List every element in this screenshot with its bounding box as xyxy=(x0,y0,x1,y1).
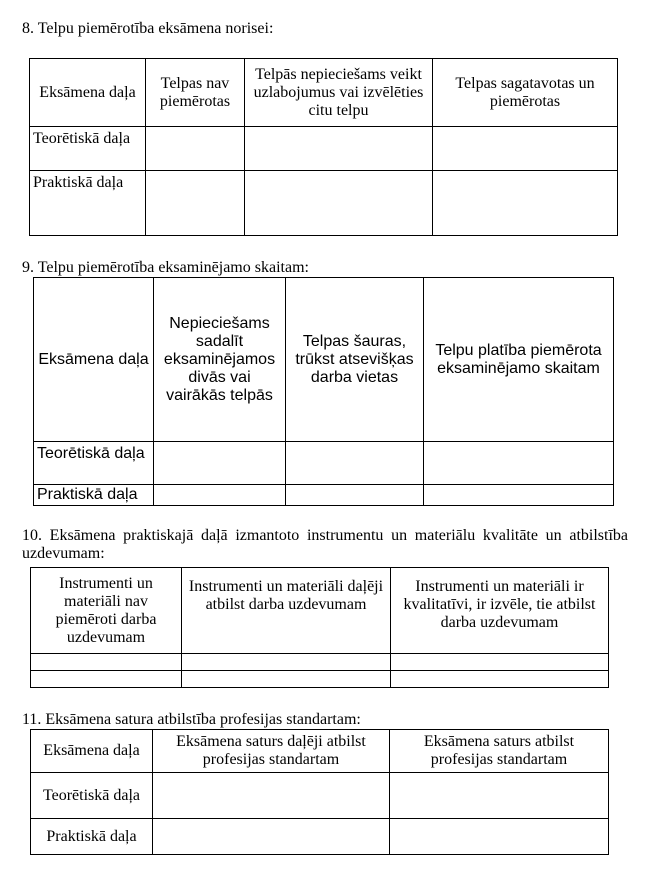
s10-header-partial: Instrumenti un materiāli daļēji atbilst darba uzdevumam xyxy=(182,568,391,654)
s9-header-narrow-rooms: Telpas šauras, trūkst atsevišķas darba vietas xyxy=(286,278,424,442)
s8-cell-practice-1[interactable] xyxy=(146,171,245,236)
s10-cell-1-1[interactable] xyxy=(31,654,182,671)
s8-cell-practice-2[interactable] xyxy=(245,171,433,236)
s9-header-adequate-area: Telpu platība piemērota eksaminējamo skaitam xyxy=(424,278,614,442)
s9-header-exam-part: Eksāmena daļa xyxy=(34,278,154,442)
s8-row-practice: Praktiskā daļa xyxy=(30,171,146,236)
s9-cell-theory-3[interactable] xyxy=(424,442,614,485)
s10-header-quality: Instrumenti un materiāli ir kvalitatīvi, ir izvēle, tie atbilst darba uzdevumam xyxy=(391,568,609,654)
s11-cell-practice-2[interactable] xyxy=(390,819,609,855)
s8-header-not-suitable: Telpas nav piemērotas xyxy=(146,59,245,127)
s8-header-needs-improvement: Telpās nepieciešams veikt uzlabojumus vai izvēlēties citu telpu xyxy=(245,59,433,127)
s11-header-compliant: Eksāmena saturs atbilst profesijas standartam xyxy=(390,730,609,773)
s10-cell-1-2[interactable] xyxy=(182,654,391,671)
s10-cell-1-3[interactable] xyxy=(391,654,609,671)
section-10-table xyxy=(30,567,609,688)
section-10-heading: 10. Eksāmena praktiskajā daļā izmantoto instrumentu un materiālu kvalitāte un atbilstība uzdevumam: xyxy=(22,527,628,562)
s8-header-exam-part: Eksāmena daļa xyxy=(30,59,146,127)
s9-row-theory: Teorētiskā daļa xyxy=(34,442,154,485)
s9-row-practice: Praktiskā daļa xyxy=(34,485,154,506)
s11-header-exam-part: Eksāmena daļa xyxy=(31,730,153,773)
section-11-table xyxy=(30,729,609,855)
section-11-heading: 11. Eksāmena satura atbilstība profesijas standartam: xyxy=(22,711,361,728)
s9-header-split-rooms: Nepieciešams sadalīt eksaminējamos divās vai vairākās telpās xyxy=(154,278,286,442)
s11-row-theory: Teorētiskā daļa xyxy=(31,773,153,819)
section-9-table xyxy=(33,277,614,506)
section-8-table xyxy=(29,58,618,236)
section-8-heading: 8. Telpu piemērotība eksāmena norisei: xyxy=(22,20,274,37)
s9-cell-practice-3[interactable] xyxy=(424,485,614,506)
section-9-heading: 9. Telpu piemērotība eksaminējamo skaitam: xyxy=(22,259,309,276)
s10-cell-2-3[interactable] xyxy=(391,671,609,688)
s9-cell-theory-1[interactable] xyxy=(154,442,286,485)
s11-cell-practice-1[interactable] xyxy=(153,819,390,855)
s11-header-partial: Eksāmena saturs daļēji atbilst profesijas standartam xyxy=(153,730,390,773)
s8-row-theory: Teorētiskā daļa xyxy=(30,127,146,171)
s10-cell-2-1[interactable] xyxy=(31,671,182,688)
s10-header-not-suitable: Instrumenti un materiāli nav piemēroti darba uzdevumam xyxy=(31,568,182,654)
s8-cell-theory-2[interactable] xyxy=(245,127,433,171)
s9-cell-practice-2[interactable] xyxy=(286,485,424,506)
s9-cell-practice-1[interactable] xyxy=(154,485,286,506)
s8-cell-theory-3[interactable] xyxy=(433,127,618,171)
s11-cell-theory-2[interactable] xyxy=(390,773,609,819)
s11-row-practice: Praktiskā daļa xyxy=(31,819,153,855)
s9-cell-theory-2[interactable] xyxy=(286,442,424,485)
s8-cell-theory-1[interactable] xyxy=(146,127,245,171)
s8-header-prepared: Telpas sagatavotas un piemērotas xyxy=(433,59,618,127)
s8-cell-practice-3[interactable] xyxy=(433,171,618,236)
s11-cell-theory-1[interactable] xyxy=(153,773,390,819)
s10-cell-2-2[interactable] xyxy=(182,671,391,688)
